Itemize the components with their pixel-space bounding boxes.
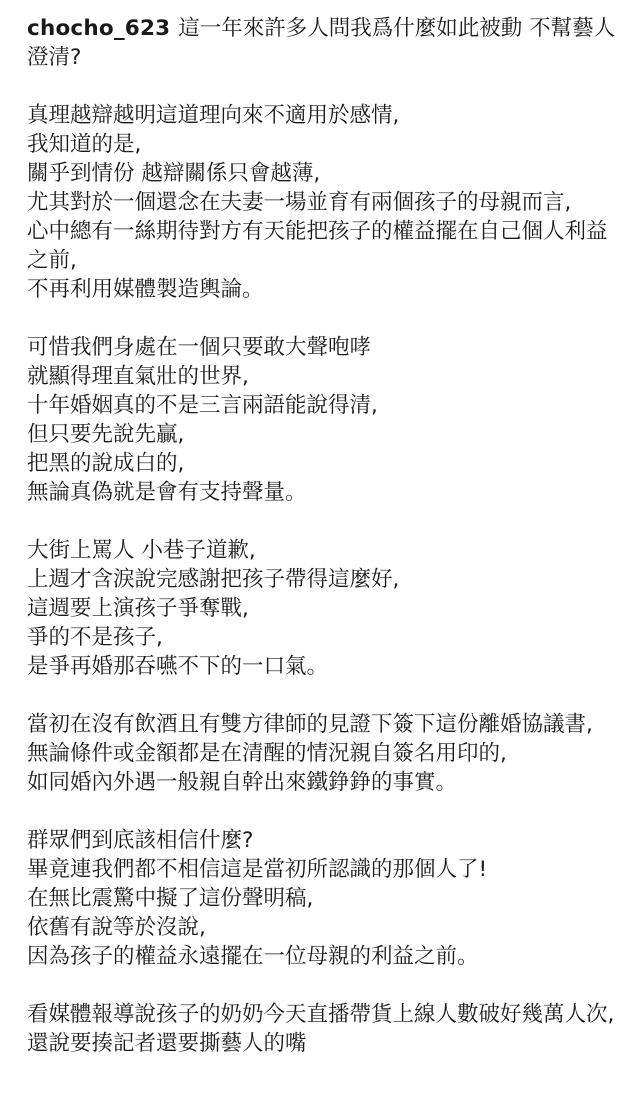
caption-line: 把黑的說成白的,: [27, 451, 185, 476]
caption-paragraph: [27, 826, 620, 971]
caption-line: 十年婚姻真的不是三言兩語能說得清,: [27, 393, 378, 418]
caption-line: 可惜我們身處在一個只要敢大聲咆哮: [27, 335, 372, 360]
caption-line: 關乎到情份 越辯關係只會越薄,: [27, 161, 321, 186]
caption-line: 我知道的是,: [27, 132, 142, 157]
caption-line: 爭的不是孩子,: [27, 625, 163, 650]
caption-line: 當初在沒有飲酒且有雙方律師的見證下簽下這份離婚協議書,: [27, 712, 593, 737]
username[interactable]: chocho_623: [27, 16, 171, 41]
caption-line: 不再利用媒體製造輿論。: [27, 277, 264, 302]
caption-line: 但只要先說先贏,: [27, 422, 185, 447]
caption-line: 在無比震驚中擬了這份聲明稿,: [27, 886, 314, 911]
caption-line: 大街上罵人 小巷子道歉,: [27, 538, 256, 563]
caption-line: 無論真偽就是會有支持聲量。: [27, 480, 307, 505]
caption-line: 看媒體報導說孩子的奶奶今天直播帶貨上線人數破好幾萬人次,: [27, 1002, 615, 1027]
caption-paragraph: [27, 1000, 620, 1058]
caption-line: 因為孩子的權益永遠擺在一位母親的利益之前。: [27, 944, 479, 969]
caption-paragraph: [27, 333, 620, 507]
caption-header: [27, 14, 620, 72]
caption-body: [27, 101, 620, 1058]
caption-line: 真理越辯越明這道理向來不適用於感情,: [27, 103, 400, 128]
caption-paragraph: [27, 710, 620, 797]
caption-first-line: 這一年來許多人問我爲什麼如此被動 不幫藝人澄清?: [27, 16, 616, 70]
caption-line: 上週才含淚說完感謝把孩子帶得這麼好,: [27, 567, 400, 592]
caption-line: 如同婚內外遇一般親自幹出來鐵錚錚的事實。: [27, 770, 458, 795]
caption-line: 還說要揍記者還要撕藝人的嘴: [27, 1031, 307, 1056]
caption-paragraph: [27, 101, 620, 304]
caption-line: 尤其對於一個還念在夫妻一場並育有兩個孩子的母親而言,: [27, 190, 572, 215]
caption-line: 群眾們到底該相信什麼?: [27, 828, 254, 853]
caption-line: 無論條件或金額都是在清醒的情況親自簽名用印的,: [27, 741, 507, 766]
caption-line: 就顯得理直氣壯的世界,: [27, 364, 249, 389]
caption-line: 這週要上演孩子爭奪戰,: [27, 596, 249, 621]
crop-edge: [0, 1085, 640, 1099]
caption-line: 心中總有一絲期待對方有天能把孩子的權益擺在自己個人利益之前,: [27, 219, 608, 273]
caption-line: 是爭再婚那吞嚥不下的一口氣。: [27, 654, 329, 679]
caption-paragraph: [27, 536, 620, 681]
caption-line: 畢竟連我們都不相信這是當初所認識的那個人了!: [27, 857, 488, 882]
caption-line: 依舊有說等於沒說,: [27, 915, 206, 940]
